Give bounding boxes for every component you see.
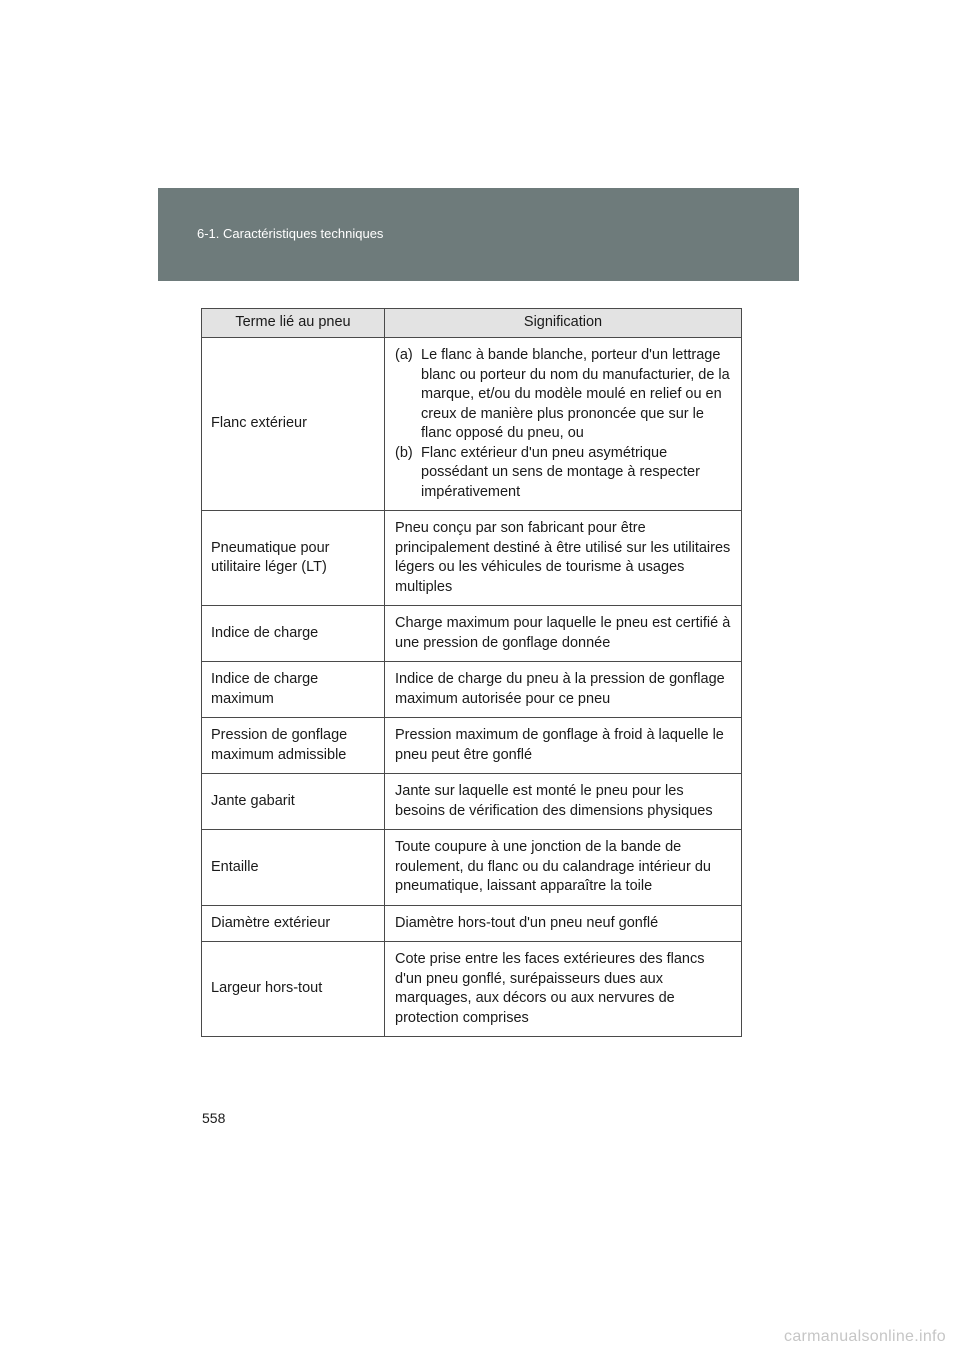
table-row <box>202 830 742 906</box>
column-header-meaning: Signification <box>385 309 742 338</box>
table-row <box>202 338 742 511</box>
term-cell: Indice de charge maximum <box>202 662 385 718</box>
subitem-text: Le flanc à bande blanche, porteur d'un lettrage blanc ou porteur du nom du manufacturier, de la marque, et/ou du modèle moulé en relief ou en creux de manière plus prononcée que sur le flanc opposé du pneu, ou <box>421 347 730 441</box>
subitem-text: Flanc extérieur d'un pneu asymétrique possédant un sens de montage à respecter impérativement <box>421 444 700 500</box>
watermark: carmanualsonline.info <box>784 1328 946 1345</box>
meaning-cell <box>385 338 742 511</box>
column-header-term: Terme lié au pneu <box>202 309 385 338</box>
meaning-subitem <box>395 346 731 444</box>
section-title: 6-1. Caractéristiques techniques <box>197 226 384 241</box>
meaning-subitem <box>395 444 731 503</box>
table-row <box>202 511 742 606</box>
table-header-row <box>202 309 742 338</box>
meaning-cell: Cote prise entre les faces extérieures des flancs d'un pneu gonflé, surépaisseurs dues aux marquages, aux décors ou aux nervures de protection comprises <box>385 942 742 1037</box>
term-cell: Diamètre extérieur <box>202 905 385 942</box>
meaning-cell: Pression maximum de gonflage à froid à laquelle le pneu peut être gonflé <box>385 718 742 774</box>
meaning-cell: Diamètre hors-tout d'un pneu neuf gonflé <box>385 905 742 942</box>
meaning-cell: Toute coupure à une jonction de la bande de roulement, du flanc ou du calandrage intérieur du pneumatique, laissant apparaître la toile <box>385 830 742 906</box>
term-cell: Pression de gonflage maximum admissible <box>202 718 385 774</box>
meaning-cell: Indice de charge du pneu à la pression de gonflage maximum autorisée pour ce pneu <box>385 662 742 718</box>
meaning-cell: Jante sur laquelle est monté le pneu pour les besoins de vérification des dimensions physiques <box>385 774 742 830</box>
meaning-cell: Charge maximum pour laquelle le pneu est certifié à une pression de gonflage donnée <box>385 606 742 662</box>
table-row <box>202 662 742 718</box>
term-cell: Jante gabarit <box>202 774 385 830</box>
section-header-band <box>158 188 799 281</box>
term-cell: Pneumatique pour utilitaire léger (LT) <box>202 511 385 606</box>
table-row <box>202 942 742 1037</box>
table-row <box>202 774 742 830</box>
subitem-marker: (b) <box>395 444 413 461</box>
table-row <box>202 718 742 774</box>
subitem-marker: (a) <box>395 347 413 363</box>
page-number: 558 <box>202 1110 226 1126</box>
table-row <box>202 606 742 662</box>
term-cell: Entaille <box>202 830 385 906</box>
tire-terms-table <box>201 308 742 1037</box>
term-cell: Largeur hors-tout <box>202 942 385 1037</box>
table-row <box>202 905 742 942</box>
term-cell: Indice de charge <box>202 606 385 662</box>
meaning-cell: Pneu conçu par son fabricant pour être principalement destiné à être utilisé sur les utilitaires légers ou les véhicules de tourisme à usages multiples <box>385 511 742 606</box>
term-cell: Flanc extérieur <box>202 338 385 511</box>
